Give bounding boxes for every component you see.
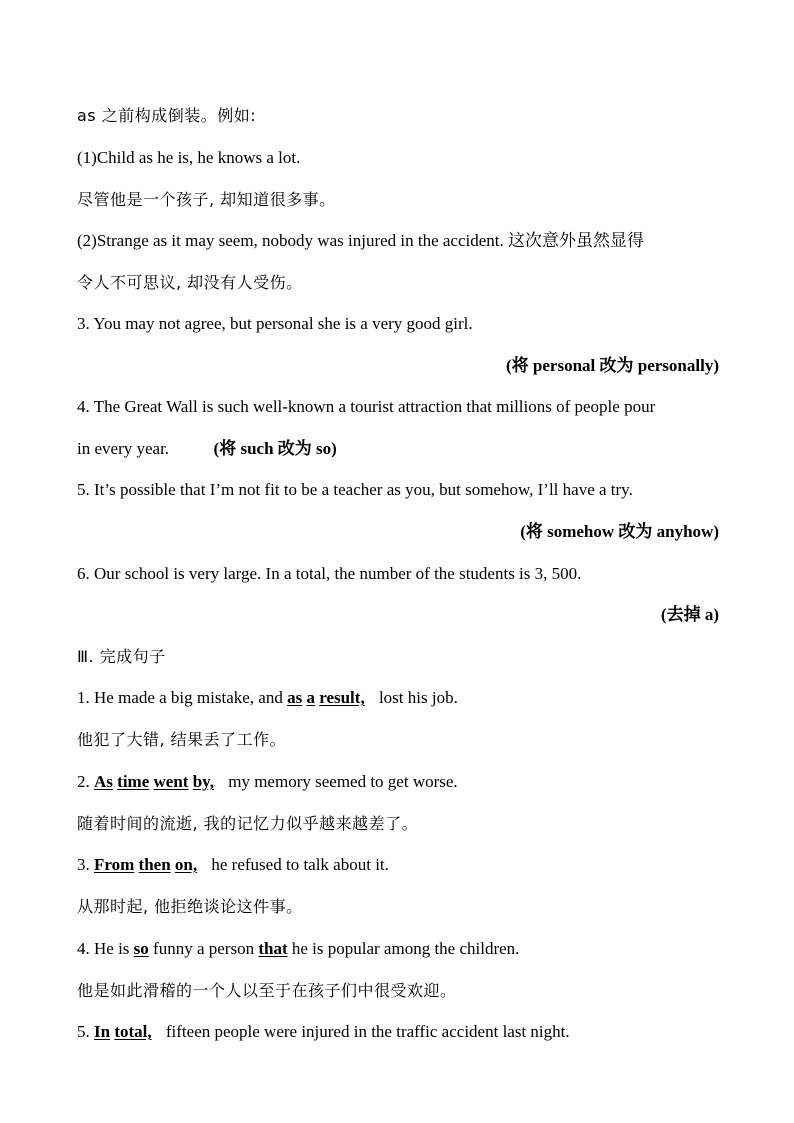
completion-3-answer-3: on,: [174, 855, 198, 874]
correction-4-sentence-cont: in every year.: [77, 439, 170, 458]
completion-5: [77, 1021, 719, 1043]
completion-1-pre: He made a big mistake, and: [94, 688, 283, 707]
completion-1-chinese: 他犯了大错, 结果丢了工作。: [77, 730, 287, 749]
section-heading: Ⅲ. 完成句子: [77, 647, 166, 666]
completion-1-number: 1.: [77, 688, 90, 707]
completion-3-answer-1: From: [94, 855, 135, 874]
completion-3-post: he refused to talk about it.: [211, 855, 389, 874]
example-1-english: (1)Child as he is, he knows a lot.: [77, 148, 301, 167]
completion-2-number: 2.: [77, 772, 90, 791]
completion-2-answer-4: by,: [192, 772, 214, 791]
intro-lead: as 之前构成倒装。例如:: [77, 106, 257, 125]
completion-5-post: fifteen people were injured in the traffic accident last night.: [165, 1022, 570, 1041]
completion-4-number: 4.: [77, 939, 90, 958]
correction-4-fix: (将 such 改为 so): [213, 439, 337, 458]
completion-3-answer-2: then: [138, 855, 171, 874]
completion-2-post: my memory seemed to get worse.: [228, 772, 458, 791]
completion-4-answer-2: that: [258, 939, 288, 958]
completion-2-answer-3: went: [153, 772, 189, 791]
completion-2: [77, 771, 719, 793]
example-2-chinese: 令人不可思议, 却没有人受伤。: [77, 273, 303, 292]
completion-1: [77, 687, 719, 709]
completion-4-pre: He is: [94, 939, 130, 958]
correction-4-line2: [77, 438, 719, 460]
correction-6-sentence: 6. Our school is very large. In a total, the number of the students is 3, 500.: [77, 564, 582, 583]
completion-2-answer-1: As: [94, 772, 113, 791]
correction-6-fix: [77, 604, 719, 626]
correction-3-fix-text: (将 personal 改为 personally): [506, 356, 719, 375]
completion-4: [77, 938, 719, 960]
correction-3-fix: [77, 355, 719, 377]
correction-3-sentence: 3. You may not agree, but personal she is a very good girl.: [77, 314, 473, 333]
completion-5-answer-1: In: [94, 1022, 111, 1041]
completion-1-answer-2: a: [306, 688, 315, 707]
correction-5-fix-text: (将 somehow 改为 anyhow): [520, 522, 719, 541]
completion-5-answer-2: total,: [114, 1022, 152, 1041]
correction-5-fix: [77, 521, 719, 543]
completion-1-post: lost his job.: [378, 688, 458, 707]
completion-1-answer-1: as: [287, 688, 303, 707]
completion-4-chinese: 他是如此滑稽的一个人以至于在孩子们中很受欢迎。: [77, 981, 457, 1000]
correction-6-fix-text: (去掉 a): [660, 605, 719, 624]
completion-3-number: 3.: [77, 855, 90, 874]
correction-5-sentence: 5. It’s possible that I’m not fit to be a teacher as you, but somehow, I’ll have a try.: [77, 480, 633, 499]
completion-3-chinese: 从那时起, 他拒绝谈论这件事。: [77, 897, 303, 916]
completion-5-number: 5.: [77, 1022, 90, 1041]
completion-2-answer-2: time: [117, 772, 150, 791]
example-2-english: (2)Strange as it may seem, nobody was injured in the accident. 这次意外虽然显得: [77, 231, 645, 250]
completion-2-chinese: 随着时间的流逝, 我的记忆力似乎越来越差了。: [77, 814, 419, 833]
completion-1-answer-3: result,: [319, 688, 365, 707]
completion-4-post: he is popular among the children.: [291, 939, 520, 958]
correction-4-sentence: 4. The Great Wall is such well-known a tourist attraction that millions of people pour: [77, 397, 656, 416]
completion-3: [77, 854, 719, 876]
example-1-chinese: 尽管他是一个孩子, 却知道很多事。: [77, 190, 336, 209]
completion-4-answer-1: so: [133, 939, 149, 958]
completion-4-mid: funny a person: [153, 939, 255, 958]
